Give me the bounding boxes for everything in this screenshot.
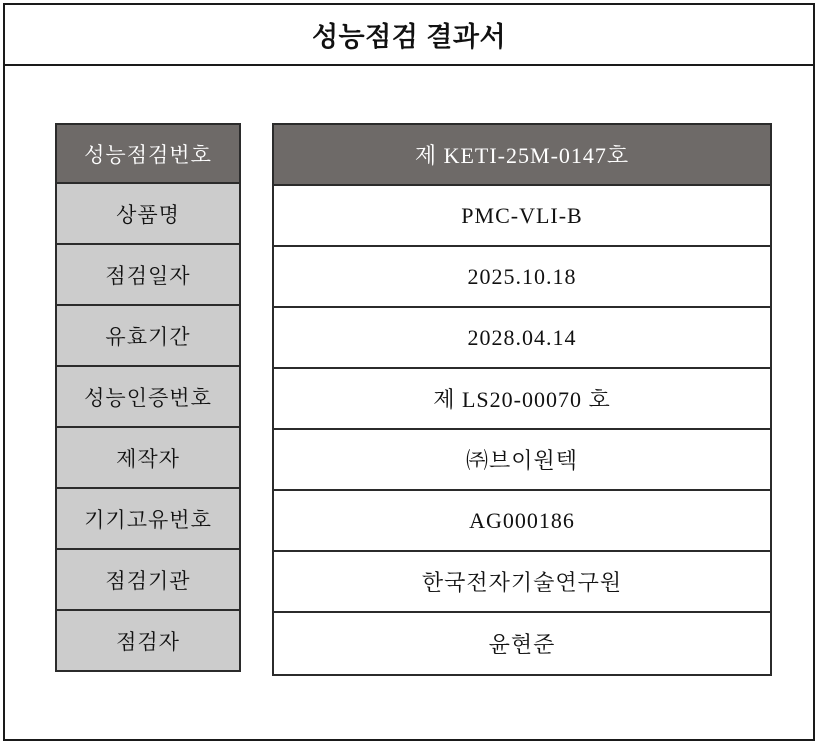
row-value-product-name: PMC-VLI-B: [274, 186, 770, 247]
row-label-inspection-number: 성능점검번호: [55, 123, 241, 184]
page-title: 성능점검 결과서: [311, 22, 507, 52]
document-border: [3, 3, 815, 741]
row-value-valid-period: 2028.04.14: [274, 308, 770, 369]
row-label-valid-period: 유효기간: [55, 304, 241, 367]
row-value-manufacturer: ㈜브이원텍: [274, 430, 770, 491]
row-value-serial-number: AG000186: [274, 491, 770, 552]
row-value-inspection-agency: 한국전자기술연구원: [274, 552, 770, 613]
row-label-serial-number: 기기고유번호: [55, 487, 241, 550]
title-band: [5, 5, 813, 66]
value-column: [272, 123, 772, 676]
row-value-certification-number: 제 LS20-00070 호: [274, 369, 770, 430]
row-label-product-name: 상품명: [55, 182, 241, 245]
row-label-inspection-date: 점검일자: [55, 243, 241, 306]
row-value-inspection-date: 2025.10.18: [274, 247, 770, 308]
row-value-inspector: 윤현준: [274, 613, 770, 674]
row-label-manufacturer: 제작자: [55, 426, 241, 489]
row-label-inspection-agency: 점검기관: [55, 548, 241, 611]
row-label-inspector: 점검자: [55, 609, 241, 672]
row-label-certification-number: 성능인증번호: [55, 365, 241, 428]
row-value-inspection-number: 제 KETI-25M-0147호: [274, 125, 770, 186]
